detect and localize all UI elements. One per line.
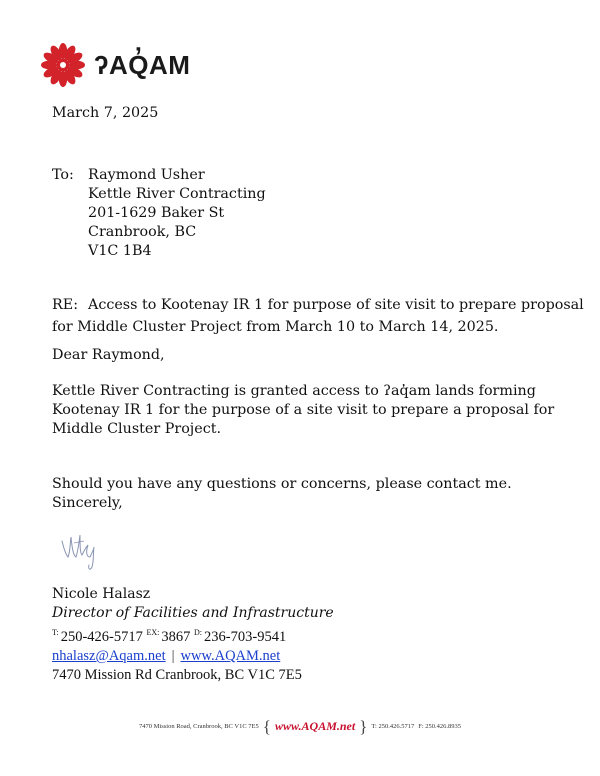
subject-text-2: for Middle Cluster Project from March 10 to March 14, 2025. xyxy=(52,319,499,335)
letterhead-footer xyxy=(0,718,600,735)
signer-title: Director of Facilities and Infrastructure xyxy=(52,605,334,621)
direct-number: 236-703-9541 xyxy=(204,629,287,645)
letter-date: March 7, 2025 xyxy=(52,105,159,121)
handwritten-signature xyxy=(58,527,108,573)
recipient-postal: V1C 1B4 xyxy=(88,243,152,259)
footer-address: 7470 Mission Road, Cranbrook, BC V1C 7E5 xyxy=(139,723,259,730)
subject-line xyxy=(52,294,584,338)
closing-line-1: Should you have any questions or concerns, please contact me. xyxy=(52,476,512,492)
footer-brace-open: { xyxy=(262,717,271,736)
link-separator: | xyxy=(171,648,175,664)
recipient-name: Raymond Usher xyxy=(88,167,205,183)
body-paragraph xyxy=(52,382,555,439)
extension-number: 3867 xyxy=(161,629,191,645)
extension-label: EX: xyxy=(146,628,160,637)
closing xyxy=(52,475,512,513)
body-line-2: Kootenay IR 1 for the purpose of a site visit to prepare a proposal for xyxy=(52,402,555,418)
signer-name: Nicole Halasz xyxy=(52,586,151,602)
footer-phone: T: 250.426.5717 xyxy=(371,723,415,730)
phone-number: 250-426-5717 xyxy=(60,629,143,645)
subject-text-1: Access to Kootenay IR 1 for purpose of site visit to prepare proposal xyxy=(88,297,584,313)
body-line-3: Middle Cluster Project. xyxy=(52,421,221,437)
email-web-line xyxy=(52,647,334,666)
recipient-city: Cranbrook, BC xyxy=(88,224,197,240)
direct-label: D: xyxy=(194,628,203,637)
phone-line xyxy=(52,623,334,647)
email-link[interactable]: nhalasz@Aqam.net xyxy=(52,648,166,664)
aqam-flower-icon xyxy=(40,42,86,88)
body-line-1: Kettle River Contracting is granted access to ʔaq̓am lands forming xyxy=(52,383,536,399)
salutation: Dear Raymond, xyxy=(52,347,165,363)
subject-line-1 xyxy=(52,294,584,316)
recipient-company: Kettle River Contracting xyxy=(88,186,266,202)
to-label: To: xyxy=(52,167,74,183)
footer-brace-close: } xyxy=(359,717,368,736)
aqam-logo xyxy=(40,42,190,88)
re-label: RE: xyxy=(52,297,79,313)
recipient-block xyxy=(52,166,266,261)
footer-website: www.AQAM.net xyxy=(274,719,356,733)
recipient-address xyxy=(88,166,266,261)
signer-address: 7470 Mission Rd Cranbrook, BC V1C 7E5 xyxy=(52,667,302,683)
recipient-street: 201-1629 Baker St xyxy=(88,205,225,221)
logo-wordmark: ʔAQ̓AM xyxy=(94,50,191,80)
phone-label: T: xyxy=(52,628,59,637)
website-link[interactable]: www.AQAM.net xyxy=(180,648,281,664)
signature-block xyxy=(52,585,334,685)
footer-fax: F: 250.426.8935 xyxy=(418,723,461,730)
closing-line-2: Sincerely, xyxy=(52,495,123,511)
